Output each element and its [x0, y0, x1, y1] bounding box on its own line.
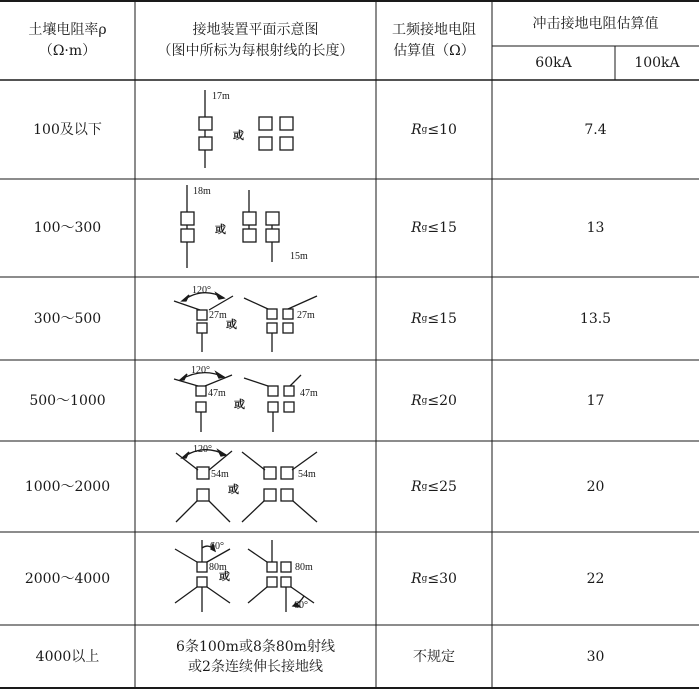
header-resistivity-line1: 土壤电阻率ρ	[28, 22, 107, 38]
row-6-impulse: 22	[586, 570, 605, 587]
row-7-resistivity: 4000以上	[35, 648, 100, 665]
row-6-angle-label-a: 60°	[210, 541, 224, 552]
header-impulse: 冲击接地电阻估算值	[532, 15, 659, 32]
row-6-length-label-b: 80m	[295, 562, 313, 573]
row-4-length-label-a: 47m	[208, 388, 226, 399]
header-impulse-60ka: 60kA	[535, 54, 572, 71]
row-2-resistivity: 100～300	[33, 220, 102, 236]
header-resistivity-line2: （Ω·m）	[38, 43, 97, 59]
row-1-resistivity: 100及以下	[33, 121, 102, 138]
header-power-frequency-line2: 估算值（Ω）	[393, 43, 475, 59]
row-3-resistivity: 300～500	[33, 310, 102, 327]
row-5-or-label: 或	[228, 484, 239, 496]
row-2-length-label-b: 15m	[290, 251, 308, 262]
row-2-or-label: 或	[215, 224, 226, 236]
row-6-length-label-a: 80m	[209, 562, 227, 573]
row-2-rg: R g ≤15	[411, 220, 457, 236]
row-5-diagram	[176, 450, 317, 522]
row-7-diagram-line1: 6条100m或8条80m射线	[176, 638, 335, 655]
row-3-diagram	[174, 293, 317, 352]
row-2-length-label-a: 18m	[193, 186, 211, 197]
row-3-impulse: 13.5	[579, 310, 612, 327]
row-3-length-label-a: 27m	[209, 310, 227, 321]
row-1-length-label: 17m	[212, 91, 230, 102]
row-5-impulse: 20	[586, 478, 605, 495]
row-4-resistivity: 500～1000	[29, 392, 106, 409]
row-5-length-label-a: 54m	[211, 469, 229, 480]
row-6-resistivity: 2000～4000	[24, 570, 111, 587]
row-3-angle-label: 120°	[192, 285, 211, 296]
row-2-impulse: 13	[586, 220, 605, 236]
row-2-diagram	[181, 185, 279, 268]
header-diagram-line2: （图中所标为每根射线的长度）	[157, 43, 354, 59]
row-5-resistivity: 1000～2000	[24, 478, 111, 495]
row-1-rg: R g ≤10	[411, 121, 457, 138]
row-6-or-label: 或	[219, 571, 230, 583]
row-6-rg: R g ≤30	[411, 570, 457, 587]
row-7-diagram-line2: 或2条连续伸长接地线	[188, 658, 323, 675]
header-diagram-line1: 接地装置平面示意图	[192, 22, 319, 38]
row-7-impulse: 30	[586, 648, 605, 665]
row-4-length-label-b: 47m	[300, 388, 318, 399]
row-4-or-label: 或	[234, 399, 245, 411]
header-impulse-100ka: 100kA	[634, 54, 680, 71]
row-5-angle-label: 120°	[193, 444, 212, 455]
row-4-impulse: 17	[586, 392, 605, 409]
row-3-or-label: 或	[226, 319, 237, 331]
row-3-length-label-b: 27m	[297, 310, 315, 321]
header-power-frequency-line1: 工频接地电阻	[392, 22, 476, 38]
row-6-angle-label-b: 60°	[294, 600, 308, 611]
row-1-impulse: 7.4	[584, 121, 607, 138]
row-5-length-label-b: 54m	[298, 469, 316, 480]
row-3-rg: R g ≤15	[411, 310, 457, 327]
row-4-rg: R g ≤20	[411, 392, 457, 409]
row-7-rg: 不规定	[413, 648, 455, 665]
row-1-or-label: 或	[233, 130, 244, 142]
row-5-rg: R g ≤25	[411, 478, 457, 495]
row-4-angle-label: 120°	[191, 365, 210, 376]
